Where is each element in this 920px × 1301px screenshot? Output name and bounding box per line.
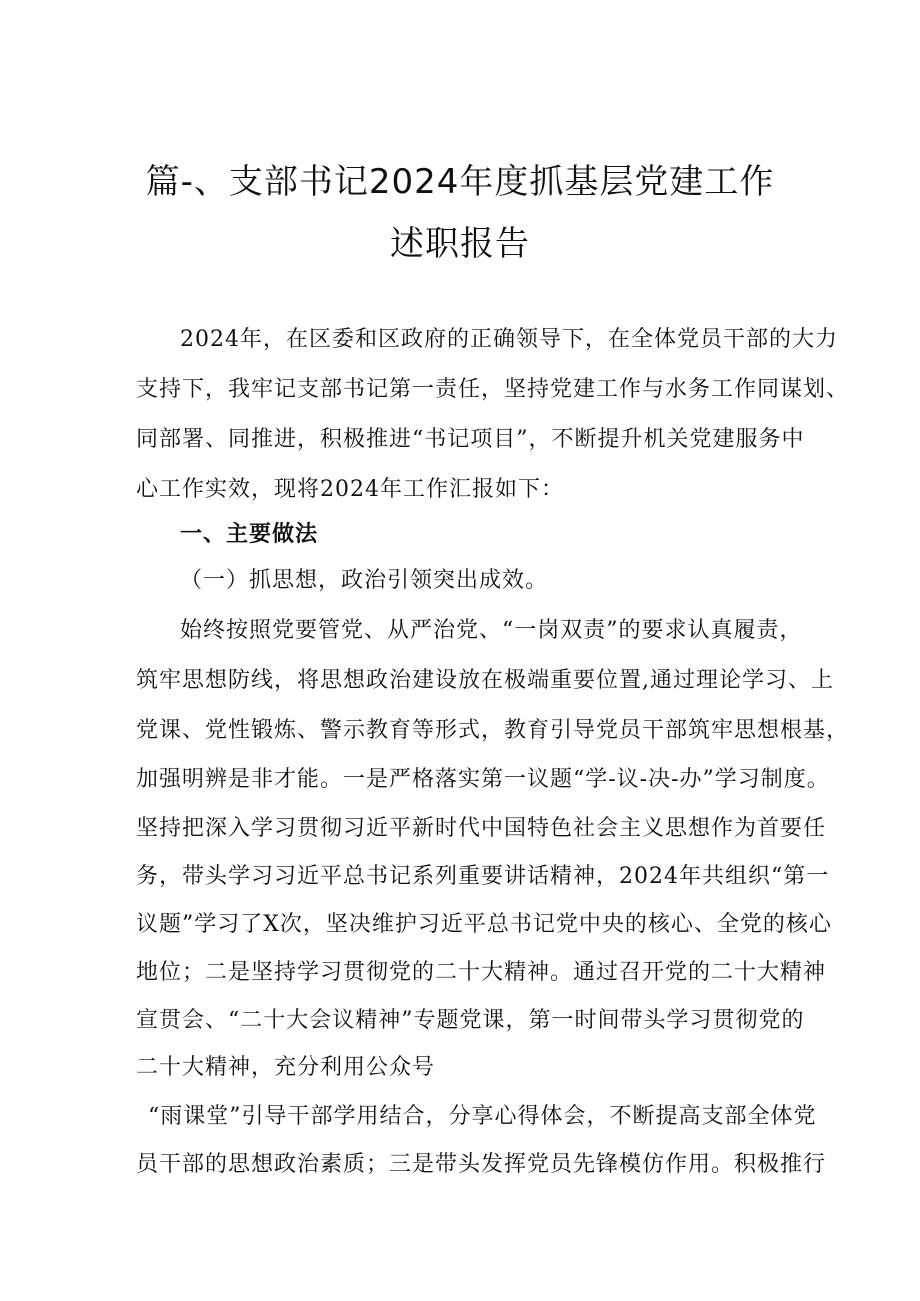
section-heading: 一、主要做法 bbox=[180, 522, 319, 547]
document-title-line-1: 篇-、支部书记2024年度抓基层党建工作 bbox=[145, 162, 775, 202]
paragraph-line: 始终按照党要管党、从严治党、“一岗双责”的要求认真履责， bbox=[180, 618, 803, 643]
paragraph-line: 务，带头学习习近平总书记系列重要讲话精神，2024年共组织“第一 bbox=[136, 864, 830, 889]
paragraph-line: “雨课堂”引导干部学用结合，分享心得体会，不断提高支部全体党 bbox=[148, 1104, 817, 1129]
paragraph-line: 支持下，我牢记支部书记第一责任，坚持党建工作与水务工作同谋划、 bbox=[136, 377, 850, 402]
paragraph-line: 加强明辨是非才能。一是严格落实第一议题“学-议-决-办”学习制度。 bbox=[136, 767, 830, 792]
paragraph-line: 心工作实效，现将2024年工作汇报如下： bbox=[136, 477, 564, 502]
paragraph-line: 宣贯会、“二十大会议精神”专题党课，第一时间带头学习贯彻党的 bbox=[136, 1008, 805, 1033]
paragraph-line: 筑牢思想防线，将思想政治建设放在极端重要位置,通过理论学习、上 bbox=[136, 668, 834, 693]
paragraph-line: 二十大精神，充分利用公众号 bbox=[136, 1055, 436, 1080]
paragraph-line: 坚持把深入学习贯彻习近平新时代中国特色社会主义思想作为首要任 bbox=[136, 816, 827, 841]
paragraph-line: 员干部的思想政治素质；三是带头发挥党员先锋模仿作用。积极推行 bbox=[136, 1152, 827, 1177]
paragraph-line: 地位；二是坚持学习贯彻党的二十大精神。通过召开党的二十大精神 bbox=[136, 960, 827, 985]
paragraph-line: 议题”学习了X次，坚决维护习近平总书记党中央的核心、全党的核心 bbox=[136, 912, 832, 937]
subsection-heading: （一）抓思想，政治引领突出成效。 bbox=[180, 568, 549, 593]
paragraph-line: 2024年，在区委和区政府的正确领导下，在全体党员干部的大力 bbox=[180, 327, 838, 352]
document-title-line-2: 述职报告 bbox=[390, 224, 530, 264]
paragraph-line: 党课、党性锻炼、警示教育等形式，教育引导党员干部筑牢思想根基， bbox=[136, 718, 850, 743]
paragraph-line: 同部署、同推进，积极推进“书记项目”，不断提升机关党建服务中 bbox=[136, 427, 805, 452]
